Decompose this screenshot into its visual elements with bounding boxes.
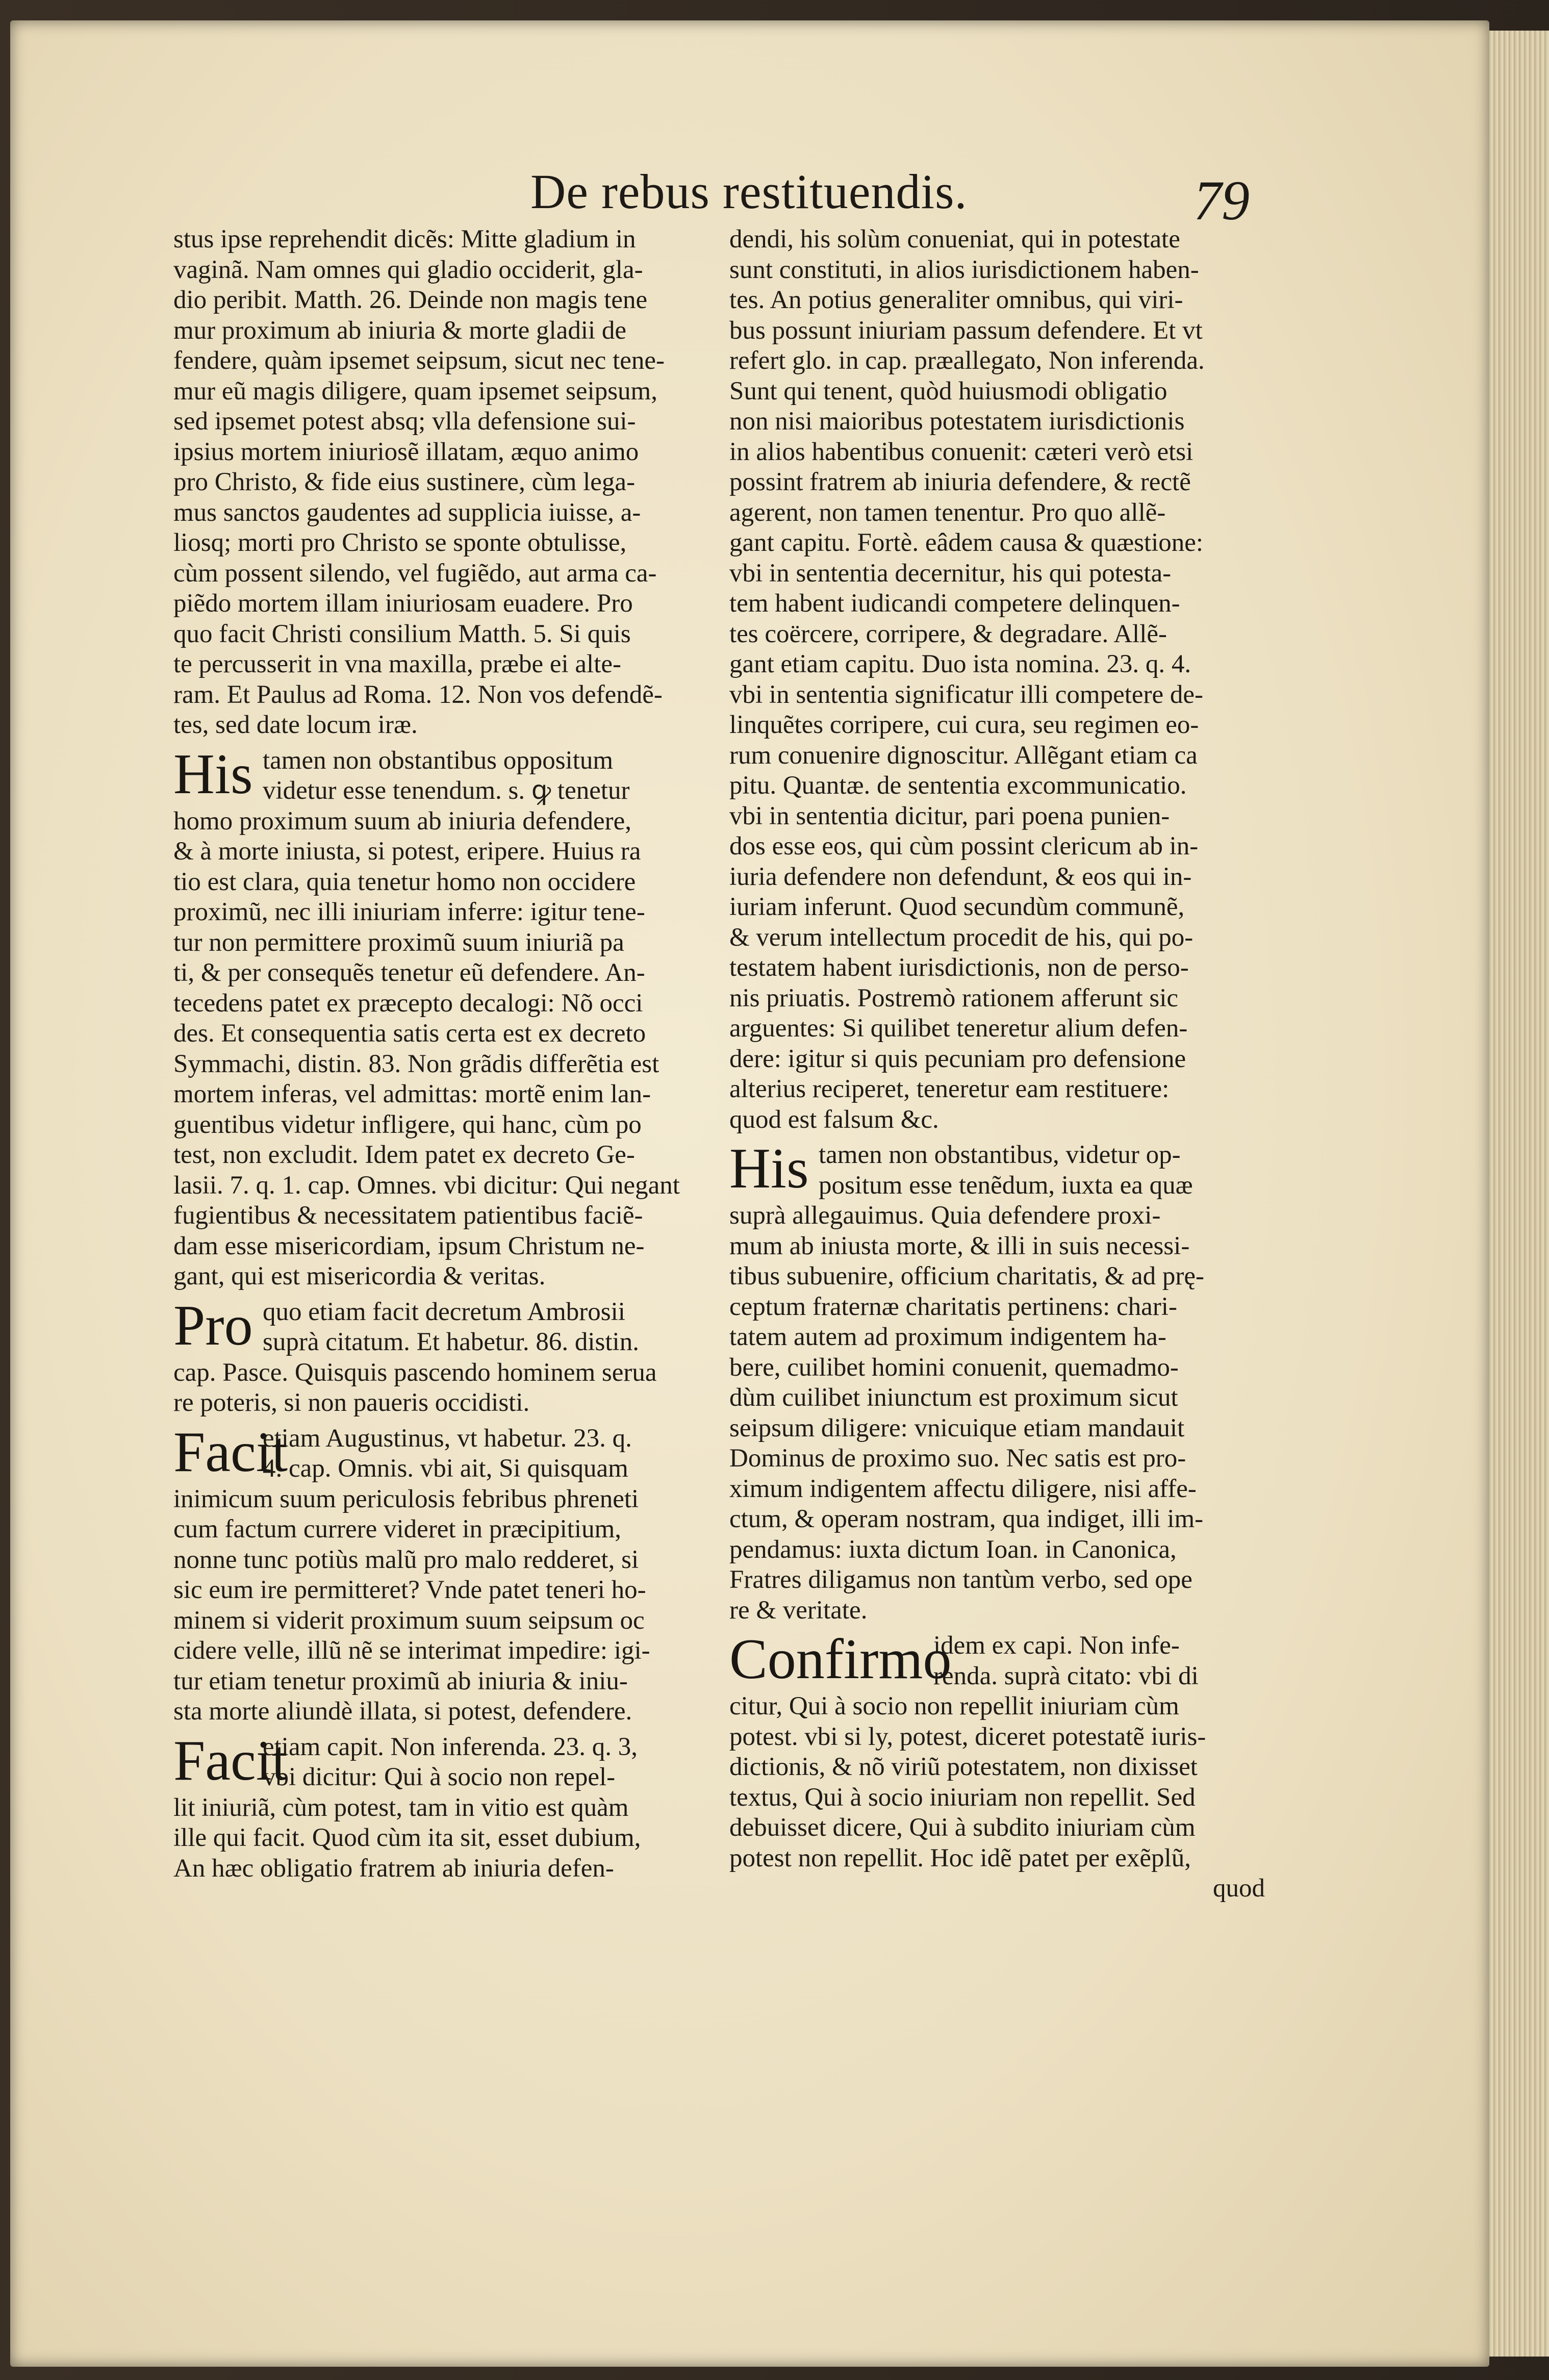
text-line: dio peribit. Matth. 26. Deinde non magis tene	[173, 286, 648, 314]
text-line: cum factum currere videret in præcipitium,	[173, 1515, 622, 1543]
text-line: vbi in sententia decernitur, his qui potesta-	[729, 559, 1172, 588]
text-line: etiam Augustinus, vt habetur. 23. q.	[263, 1424, 632, 1453]
text-line: Symmachi, distin. 83. Non grãdis differẽtia est	[173, 1049, 659, 1078]
paragraph-pro	[173, 1294, 709, 1419]
text-line: sta morte aliundè illata, si potest, defendere.	[173, 1697, 632, 1726]
text-line: dendi, his solùm conueniat, qui in potestate	[729, 225, 1180, 254]
text-line: citur, Qui à socio non repellit iniuriam cùm	[729, 1692, 1179, 1720]
text-line: pendamus: iuxta dictum Ioan. in Canonica,	[729, 1535, 1177, 1564]
text-line: tatem autem ad proximum indigentem ha-	[729, 1323, 1166, 1351]
text-line: tecedens patet ex præcepto decalogi: Nõ occi	[173, 989, 643, 1018]
text-line: proximũ, nec illi iniuriam inferre: igitur tene-	[173, 898, 645, 926]
left-column	[173, 224, 709, 1884]
text-line: re & veritate.	[729, 1596, 868, 1625]
text-line: ximum indigentem affectu diligere, nisi affe-	[729, 1474, 1197, 1503]
text-line: stus ipse reprehendit dicẽs: Mitte gladium in	[173, 225, 636, 254]
text-line: 4. cap. Omnis. vbi ait, Si quisquam	[263, 1454, 628, 1483]
page-header	[530, 163, 1296, 230]
text-line: cidere velle, illũ nẽ se interimat impedire: igi-	[173, 1636, 650, 1665]
text-line: idem ex capi. Non infe-	[933, 1631, 1180, 1660]
text-line: rum conuenire dignoscitur. Allẽgant etiam ca	[729, 741, 1198, 770]
paragraph-his	[729, 1137, 1265, 1626]
text-line: renda. suprà citato: vbi di	[933, 1661, 1199, 1690]
text-line: Sunt qui tenent, quòd huiusmodi obligatio	[729, 376, 1167, 406]
text-line: & verum intellectum procedit de his, qui po-	[729, 923, 1194, 952]
text-line: Fratres diligamus non tantùm verbo, sed ope	[729, 1565, 1192, 1594]
text-line: lasii. 7. q. 1. cap. Omnes. vbi dicitur: Qui negant	[173, 1171, 680, 1200]
text-line: dictionis, & nõ viriũ potestatem, non dixisset	[729, 1753, 1198, 1781]
running-title: De rebus restituendis.	[530, 164, 968, 219]
initial-word: Confirmo	[729, 1628, 952, 1691]
initial-word: His	[173, 742, 253, 806]
text-line: dere: igitur si quis pecuniam pro defensione	[729, 1044, 1186, 1073]
text-line: re poteris, si non paueris occidisti.	[173, 1388, 530, 1417]
text-line: inimicum suum periculosis febribus phreneti	[173, 1484, 639, 1513]
text-line: tio est clara, quia tenetur homo non occidere	[173, 867, 636, 896]
text-line: des. Et consequentia satis certa est ex decreto	[173, 1019, 646, 1048]
catchword: quod	[1213, 1874, 1265, 1903]
text-line: minem si viderit proximum suum seipsum oc	[173, 1606, 645, 1635]
text-line: gant etiam capitu. Duo ista nomina. 23. q. 4.	[729, 650, 1191, 678]
text-line: potest. vbi si ly, potest, diceret potestatẽ iuris-	[729, 1722, 1206, 1751]
text-line: Dominus de proximo suo. Nec satis est pro-	[729, 1444, 1186, 1473]
text-line: in alios habentibus conuenit: cæteri verò etsi	[729, 437, 1194, 466]
text-line: iuriam inferunt. Quod secundùm communẽ,	[729, 893, 1185, 921]
text-line: An hæc obligatio fratrem ab iniuria defen-	[173, 1854, 614, 1883]
text-line: guentibus videtur infligere, qui hanc, cùm po	[173, 1110, 642, 1139]
right-column	[729, 224, 1265, 1904]
text-line: pitu. Quantæ. de sententia excommunicatio.	[729, 771, 1187, 800]
initial-word: Pro	[173, 1294, 253, 1357]
text-line: dùm cuilibet iniunctum est proximum sicut	[729, 1383, 1178, 1412]
text-line: dos esse eos, qui cùm possint clericum ab in-	[729, 832, 1199, 860]
text-line: alterius reciperet, teneretur eam restituere:	[729, 1075, 1170, 1103]
initial-word: His	[729, 1137, 809, 1200]
text-line: testatem habent iurisdictionis, non de perso-	[729, 953, 1189, 982]
text-line: nonne tunc potiùs malũ pro malo redderet, si	[173, 1545, 639, 1574]
text-line: bus possunt iniuriam passum defendere. Et vt	[729, 316, 1203, 345]
text-line: ipsius mortem iniuriosẽ illatam, æquo animo	[173, 437, 639, 466]
text-line: non nisi maioribus potestatem iurisdictionis	[729, 407, 1185, 436]
text-line: ti, & per consequẽs tenetur eũ defendere. An-	[173, 958, 645, 987]
text-line: vaginã. Nam omnes qui gladio occiderit, gla-	[173, 255, 643, 284]
text-line: fugientibus & necessitatem patientibus faciẽ-	[173, 1201, 643, 1230]
text-line: tes. An potius generaliter omnibus, qui viri-	[729, 286, 1183, 314]
text-line: etiam capit. Non inferenda. 23. q. 3,	[263, 1732, 638, 1761]
text-line: ceptum fraternæ charitatis pertinens: chari-	[729, 1292, 1177, 1321]
text-line: suprà allegauimus. Quia defendere proxi-	[729, 1201, 1161, 1230]
text-line: sunt constituti, in alios iurisdictionem haben-	[729, 255, 1199, 284]
text-line: cap. Pasce. Quisquis pascendo hominem serua	[173, 1358, 657, 1387]
text-line: test, non excludit. Idem patet ex decreto Ge-	[173, 1141, 635, 1169]
text-line: tes, sed date locum iræ.	[173, 711, 418, 739]
text-line: tamen non obstantibus oppositum	[263, 746, 614, 775]
text-line: nis priuatis. Postremò rationem afferunt sic	[729, 983, 1179, 1012]
paragraph-his	[173, 742, 709, 1292]
text-line: quod est falsum &c.	[729, 1105, 939, 1134]
text-line: sic eum ire permitteret? Vnde patet teneri ho-	[173, 1576, 646, 1604]
text-line: & à morte iniusta, si potest, eripere. Huius ra	[173, 837, 641, 866]
text-line: cùm possent silendo, vel fugiẽdo, aut arma ca-	[173, 559, 657, 588]
text-line: piẽdo mortem illam iniuriosam euadere. Pro	[173, 589, 633, 618]
text-line: suprà citatum. Et habetur. 86. distin.	[263, 1328, 639, 1356]
paragraph-confirmo	[729, 1628, 1265, 1873]
text-line: te percusserit in vna maxilla, præbe ei alte-	[173, 650, 622, 678]
text-line: homo proximum suum ab iniuria defendere,	[173, 806, 631, 835]
text-line: liosq; morti pro Christo se sponte obtulisse,	[173, 528, 627, 557]
text-line: positum esse tenẽdum, iuxta ea quæ	[819, 1171, 1193, 1200]
initial-word: Facit	[173, 1729, 288, 1792]
text-line: ctum, & operam nostram, qua indiget, illi im-	[729, 1505, 1204, 1533]
text-line: linquẽtes corripere, cui cura, seu regimen eo-	[729, 711, 1199, 739]
text-line: quo etiam facit decretum Ambrosii	[263, 1297, 625, 1326]
text-line: sed ipsemet potest absq; vlla defensione sui-	[173, 407, 636, 436]
text-line: ram. Et Paulus ad Roma. 12. Non vos defendẽ-	[173, 680, 663, 709]
text-line: videtur esse tenendum. s. ꝙ tenetur	[263, 776, 630, 805]
text-line: vbi dicitur: Qui à socio non repel-	[263, 1763, 616, 1791]
text-line: tem habent iudicandi competere delinquen-	[729, 589, 1180, 618]
text-line: ille qui facit. Quod cùm ita sit, esset dubium,	[173, 1824, 641, 1852]
paragraph-facit2	[173, 1729, 709, 1884]
text-line: iuria defendere non defendunt, & eos qui in-	[729, 862, 1192, 891]
initial-word: Facit	[173, 1420, 288, 1484]
text-line: arguentes: Si quilibet teneretur alium defen-	[729, 1014, 1188, 1043]
text-line: tibus subuenire, officium charitatis, & ad prę-	[729, 1262, 1204, 1290]
text-line: tur etiam tenetur proximũ ab iniuria & iniu-	[173, 1666, 628, 1695]
text-line: tur non permittere proximũ suum iniuriã pa	[173, 928, 624, 957]
text-line: possint fratrem ab iniuria defendere, & rectẽ	[729, 468, 1191, 496]
text-line: mur eũ magis diligere, quam ipsemet seipsum,	[173, 376, 657, 406]
paragraph-facit1	[173, 1420, 709, 1727]
text-line: quo facit Christi consilium Matth. 5. Si quis	[173, 619, 631, 648]
text-line: agerent, non tamen tenentur. Pro quo allẽ-	[729, 498, 1166, 527]
text-line: mum ab iniusta morte, & illi in suis necessi-	[729, 1231, 1190, 1260]
text-line: bere, cuilibet homini conuenit, quemadmo-	[729, 1353, 1179, 1382]
text-line: dam esse misericordiam, ipsum Christum ne-	[173, 1231, 645, 1260]
text-line: vbi in sententia significatur illi competere de-	[729, 680, 1204, 709]
folio-number: 79	[1194, 169, 1250, 232]
text-line: gant, qui est misericordia & veritas.	[173, 1262, 546, 1290]
text-line: debuisset dicere, Qui à subdito iniuriam cùm	[729, 1813, 1196, 1842]
text-line: lit iniuriã, cùm potest, tam in vitio est quàm	[173, 1793, 629, 1822]
text-line: fendere, quàm ipsemet seipsum, sicut nec tene-	[173, 346, 665, 375]
text-line: potest non repellit. Hoc idẽ patet per exẽplũ,	[729, 1843, 1191, 1872]
text-line: mur proximum ab iniuria & morte gladii de	[173, 316, 627, 345]
text-line: seipsum diligere: vnicuique etiam mandauit	[729, 1413, 1185, 1442]
text-line: tamen non obstantibus, videtur op-	[819, 1141, 1181, 1169]
text-line: gant capitu. Fortè. eâdem causa & quæstione:	[729, 528, 1204, 557]
text-line: pro Christo, & fide eius sustinere, cùm lega-	[173, 468, 636, 496]
page-edges	[1489, 31, 1549, 2357]
text-line: tes coërcere, corripere, & degradare. Allẽ-	[729, 619, 1167, 648]
text-line: vbi in sententia dicitur, pari poena punien-	[729, 801, 1170, 830]
text-line: textus, Qui à socio iniuriam non repellit. Sed	[729, 1783, 1196, 1812]
text-line: mus sanctos gaudentes ad supplicia iuisse, a-	[173, 498, 641, 527]
text-line: mortem inferas, vel admittas: mortẽ enim lan-	[173, 1080, 651, 1108]
text-line: refert glo. in cap. præallegato, Non inferenda.	[729, 346, 1205, 375]
